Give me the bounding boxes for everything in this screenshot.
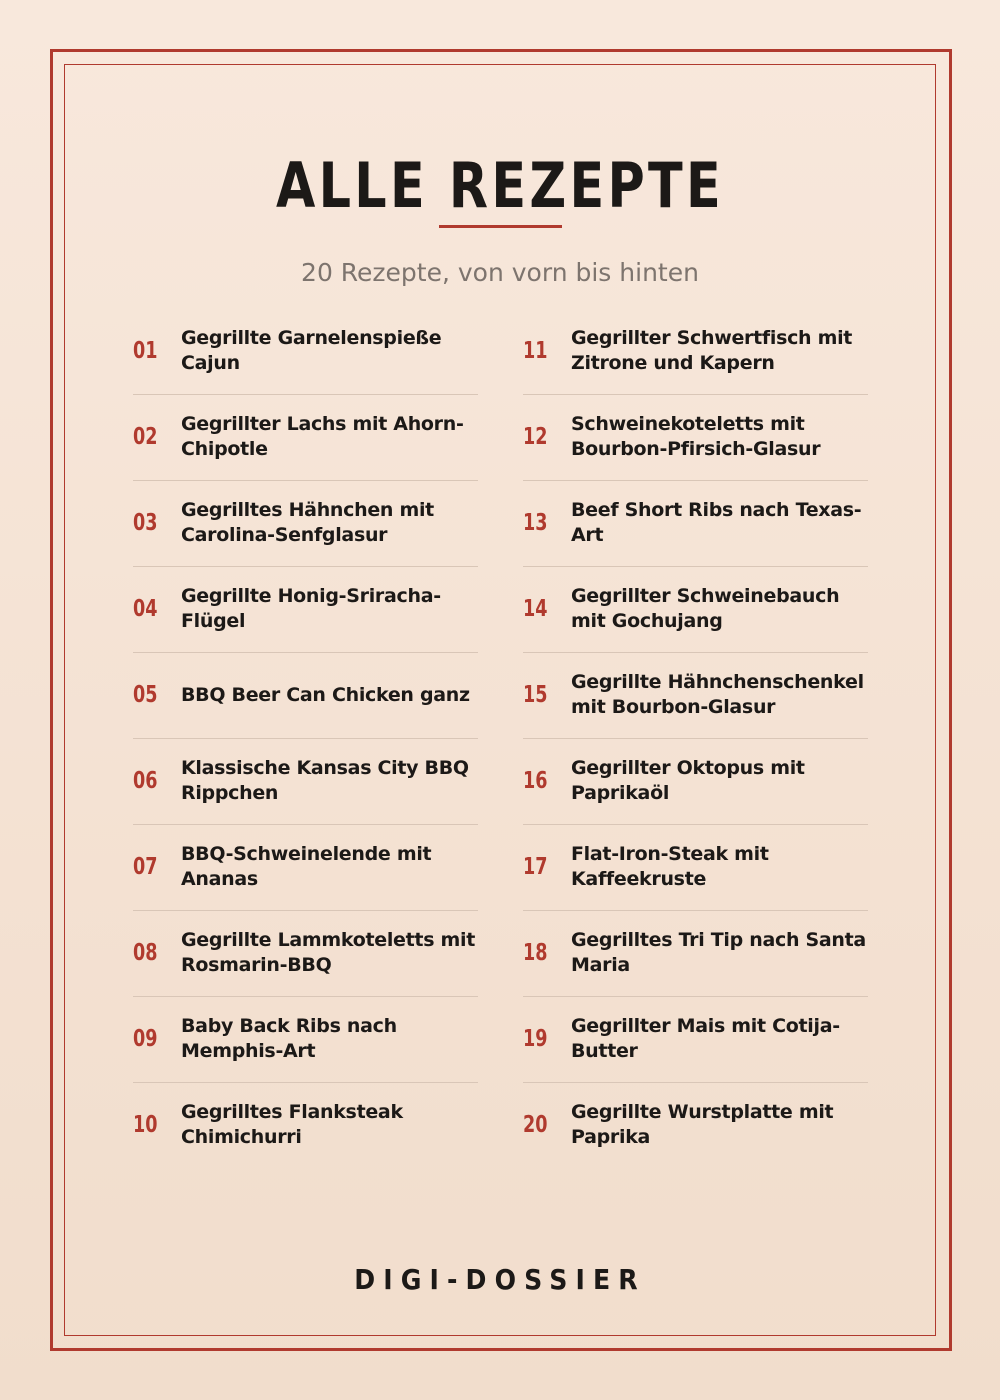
recipe-name: Gegrillte Wurstplatte mit Paprika <box>571 1101 834 1148</box>
recipe-name: Gegrillter Schwertfisch mit Zitrone und Kapern <box>571 327 853 374</box>
recipe-number: 10 <box>133 1112 158 1138</box>
recipe-name: Gegrilltes Flanksteak Chimichurri <box>181 1101 403 1148</box>
recipe-item[interactable] <box>523 996 868 1082</box>
recipe-name: BBQ-Schweinelende mit Ananas <box>181 843 432 890</box>
recipe-item[interactable] <box>523 824 868 910</box>
recipe-name: Gegrilltes Hähnchen mit Carolina-Senfglasur <box>181 499 434 546</box>
recipe-item[interactable] <box>133 824 478 910</box>
recipe-number: 17 <box>523 854 548 880</box>
recipe-item[interactable] <box>133 910 478 996</box>
recipe-number: 02 <box>133 424 158 450</box>
recipe-name: Schweinekoteletts mit Bourbon-Pfirsich-Glasur <box>571 413 821 460</box>
recipe-number: 20 <box>523 1112 548 1138</box>
recipe-number: 12 <box>523 424 548 450</box>
recipe-name: Klassische Kansas City BBQ Rippchen <box>181 757 469 804</box>
recipe-number: 05 <box>133 682 158 708</box>
recipe-item[interactable] <box>523 566 868 652</box>
recipe-item[interactable] <box>133 480 478 566</box>
recipe-number: 18 <box>523 940 548 966</box>
recipe-number: 04 <box>133 596 158 622</box>
recipe-number: 16 <box>523 768 548 794</box>
recipe-name: Gegrillte Hähnchenschenkel mit Bourbon-Glasur <box>571 671 864 718</box>
recipe-name: Gegrillte Garnelenspieße Cajun <box>181 327 442 374</box>
recipe-number: 08 <box>133 940 158 966</box>
recipe-item[interactable] <box>133 738 478 824</box>
recipe-number: 01 <box>133 338 158 364</box>
recipe-number: 14 <box>523 596 548 622</box>
recipe-number: 15 <box>523 682 548 708</box>
title-underline-accent <box>439 225 562 228</box>
recipe-item[interactable] <box>133 996 478 1082</box>
page-title: ALLE REZEPTE <box>275 149 725 222</box>
recipe-name: BBQ Beer Can Chicken ganz <box>181 683 470 706</box>
recipe-name: Gegrillte Lammkoteletts mit Rosmarin-BBQ <box>181 929 476 976</box>
recipe-number: 03 <box>133 510 158 536</box>
recipe-item[interactable] <box>133 566 478 652</box>
brand-footer: DIGI-DOSSIER <box>354 1263 646 1296</box>
recipe-name: Beef Short Ribs nach Texas-Art <box>571 499 862 546</box>
recipe-item[interactable] <box>523 738 868 824</box>
recipe-name: Flat-Iron-Steak mit Kaffeekruste <box>571 843 769 890</box>
recipe-number: 13 <box>523 510 548 536</box>
recipe-number: 06 <box>133 768 158 794</box>
recipe-number: 11 <box>523 338 548 364</box>
page-subtitle: 20 Rezepte, von vorn bis hinten <box>301 258 699 287</box>
recipe-name: Gegrillter Lachs mit Ahorn-Chipotle <box>181 413 464 460</box>
recipe-name: Gegrillter Mais mit Cotija-Butter <box>571 1015 840 1062</box>
recipe-name: Baby Back Ribs nach Memphis-Art <box>181 1015 397 1062</box>
recipe-item[interactable] <box>133 308 478 394</box>
recipe-item[interactable] <box>523 394 868 480</box>
recipe-number: 19 <box>523 1026 548 1052</box>
recipe-number: 09 <box>133 1026 158 1052</box>
recipe-item[interactable] <box>133 652 478 738</box>
recipe-item[interactable] <box>523 652 868 738</box>
recipe-item[interactable] <box>133 1082 478 1168</box>
recipe-name: Gegrillter Schweinebauch mit Gochujang <box>571 585 840 632</box>
recipe-item[interactable] <box>523 910 868 996</box>
recipe-name: Gegrillter Oktopus mit Paprikaöl <box>571 757 805 804</box>
recipe-item[interactable] <box>523 1082 868 1168</box>
recipe-number: 07 <box>133 854 158 880</box>
recipe-item[interactable] <box>133 394 478 480</box>
recipe-item[interactable] <box>523 308 868 394</box>
recipe-name: Gegrillte Honig-Sriracha-Flügel <box>181 585 441 632</box>
recipe-item[interactable] <box>523 480 868 566</box>
recipe-name: Gegrilltes Tri Tip nach Santa Maria <box>571 929 866 976</box>
